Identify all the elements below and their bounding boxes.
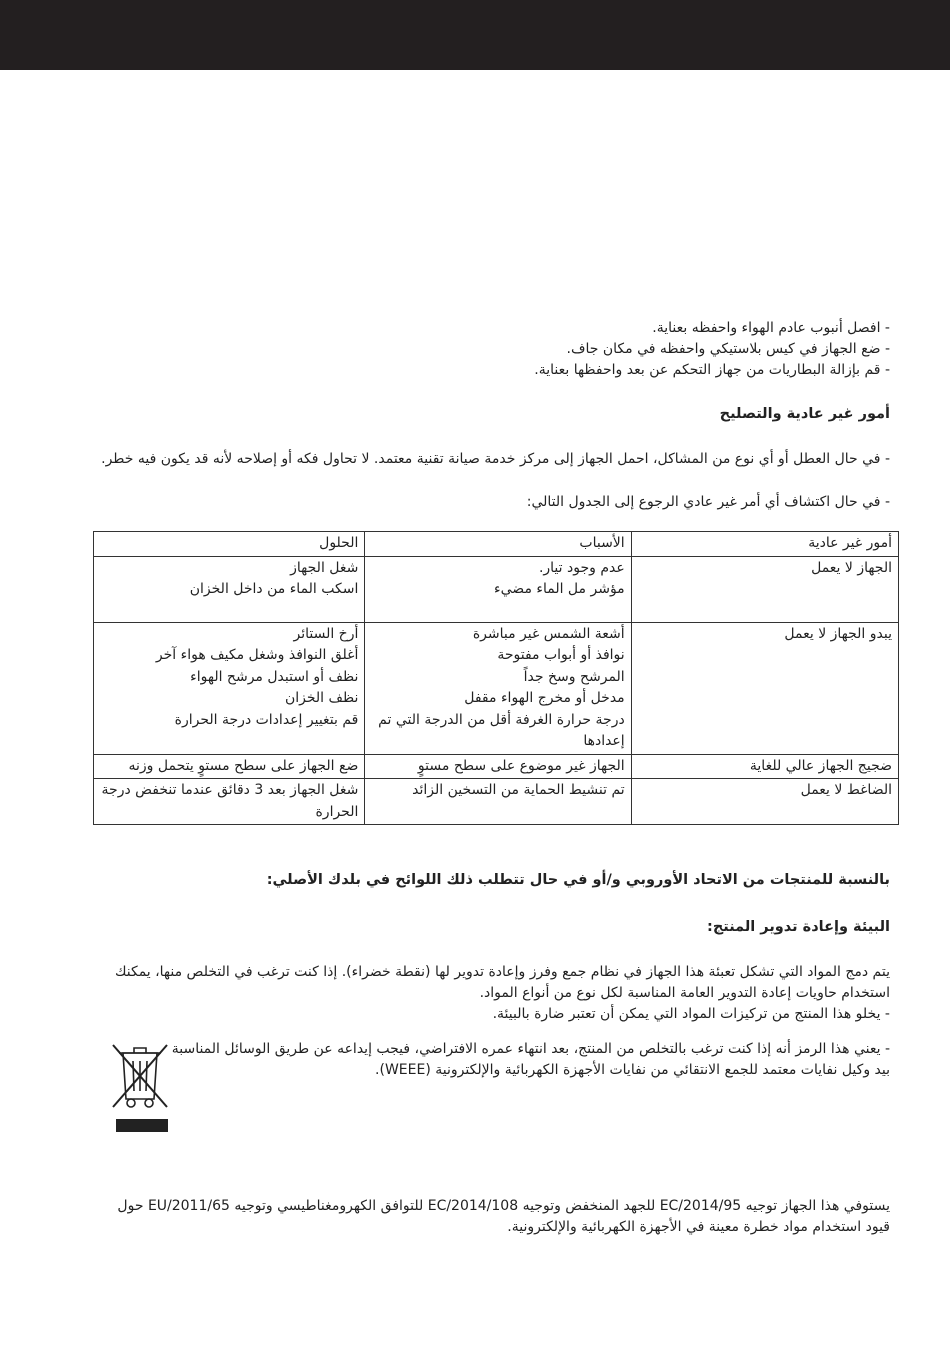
cause-line: المرشح وسخ جداً [523, 668, 625, 685]
troubleshooting-heading: أمور غير عادية والتصليح [719, 406, 890, 422]
causes-cell [365, 754, 631, 779]
solution-line: نظف الخزان [284, 690, 359, 706]
troubleshooting-table-intro: - في حال اكتشاف أي أمر غير عادي الرجوع إلى الجدول التالي: [526, 494, 890, 510]
environment-note: - يخلو هذا المنتج من تركيزات المواد التي يمكن أن تعتبر ضارة بالبيئة. [492, 1006, 890, 1022]
solution-line: نظف أو استبدل مرشح الهواء [190, 668, 359, 685]
solution-line: شغل الجهاز [290, 559, 359, 576]
cause-line: أشعة الشمس غير مباشرة [472, 625, 625, 642]
table-header-row [94, 532, 899, 557]
solution-line: ضع الجهاز على سطح مستوٍ يتحمل وزنه [128, 757, 359, 774]
problem-cell: ضجيج الجهاز عالي للغاية [631, 754, 898, 779]
problem-cell: الجهاز لا يعمل [631, 556, 898, 622]
environment-heading: البيئة وإعادة تدوير المنتج: [707, 919, 890, 935]
troubleshooting-table [93, 531, 899, 825]
causes-cell [365, 622, 631, 754]
cause-line: مدخل أو مخرج الهواء مقفل [464, 690, 625, 706]
compliance-statement: يستوفي هذا الجهاز توجيه EC/2014/95 للجهد المنخفض وتوجيه EC/2014/108 للتوافق الكهرومغناطيسي وتوجيه EU/2011/65 حول قيود استخدام مواد خطرة معينة في الأجهزة الكهربائية والإلكترونية. [117, 1198, 890, 1235]
table-row [94, 556, 899, 622]
causes-cell [365, 556, 631, 622]
storage-item: - افصل أنبوب عادم الهواء واحفظه بعناية. [652, 320, 890, 336]
problem-cell: الضاغط لا يعمل [631, 779, 898, 825]
header-bar [0, 0, 950, 70]
table-row [94, 622, 899, 754]
column-header-problems: أمور غير عادية [631, 532, 898, 557]
solution-line: أغلق النوافذ وشغل مكيف هواء آخر [155, 647, 359, 663]
solution-line: اسكب الماء من داخل الخزان [189, 581, 359, 597]
weee-text: - يعني هذا الرمز أنه إذا كنت ترغب بالتخلص من المنتج، بعد انتهاء عمره الافتراضي، فيجب إيداعه عن طريق الوسائل المناسبة بيد وكيل نفايات معتمد للجمع الانتقائي من نفايات الأجهزة الكهربائية والإلكترونية (WEEE). [171, 1041, 890, 1078]
storage-list [93, 318, 890, 381]
solutions-cell [94, 556, 365, 622]
cause-line: عدم وجود تيار. [538, 559, 625, 576]
problem-cell: يبدو الجهاز لا يعمل [631, 622, 898, 754]
table-row [94, 754, 899, 779]
column-header-causes: الأسباب [365, 532, 631, 557]
solutions-cell [94, 779, 365, 825]
solutions-cell [94, 622, 365, 754]
cause-line: مؤشر مل الماء مضيء [494, 581, 625, 597]
eu-regulation-heading: بالنسبة للمنتجات من الاتحاد الأوروبي و/أو في حال تتطلب ذلك اللوائح في بلدك الأصلي: [266, 872, 890, 888]
column-header-solutions: الحلول [94, 532, 365, 557]
solution-line: أرخ الستائر [293, 625, 359, 642]
page-content [93, 318, 890, 1238]
environment-paragraph: يتم دمج المواد التي تشكل تعبئة هذا الجهاز في نظام جمع وفرز وإعادة تدوير لها (نقطة خضراء). إذا كنت ترغب في التخلص منها، يمكنك استخدام حاويات إعادة التدوير العامة المناسبة لكل نوع من أنواع المواد. [114, 964, 890, 1001]
solutions-cell [94, 754, 365, 779]
causes-cell [365, 779, 631, 825]
table-row [94, 779, 899, 825]
solution-line: شغل الجهاز بعد 3 دقائق عندما تنخفض درجة الحرارة [101, 782, 359, 820]
storage-item: - قم بإزالة البطاريات من جهاز التحكم عن بعد واحفظها بعناية. [534, 362, 890, 378]
troubleshooting-paragraph: - في حال العطل أو أي نوع من المشاكل، احمل الجهاز إلى مركز خدمة صيانة تقنية معتمد. لا تحاول فكه أو إصلاحه لأنه قد يكون فيه خطر. [101, 451, 890, 467]
storage-item: - ضع الجهاز في كيس بلاستيكي واحفظه في مكان جاف. [566, 341, 890, 357]
weee-notice [93, 1039, 890, 1134]
crossed-out-wheelie-bin-icon [109, 1039, 173, 1134]
solution-line: قم بتغيير إعدادات درجة الحرارة [174, 711, 359, 728]
cause-line: نوافذ أو أبواب مفتوحة [497, 647, 625, 663]
cause-line: درجة حرارة الغرفة أقل من الدرجة التي تم إعدادها [378, 711, 625, 749]
troubleshooting-table-wrapper [93, 531, 890, 825]
cause-line: تم تنشيط الحماية من التسخين الزائد [412, 782, 625, 798]
cause-line: الجهاز غير موضوع على سطح مستوٍ [417, 757, 625, 774]
